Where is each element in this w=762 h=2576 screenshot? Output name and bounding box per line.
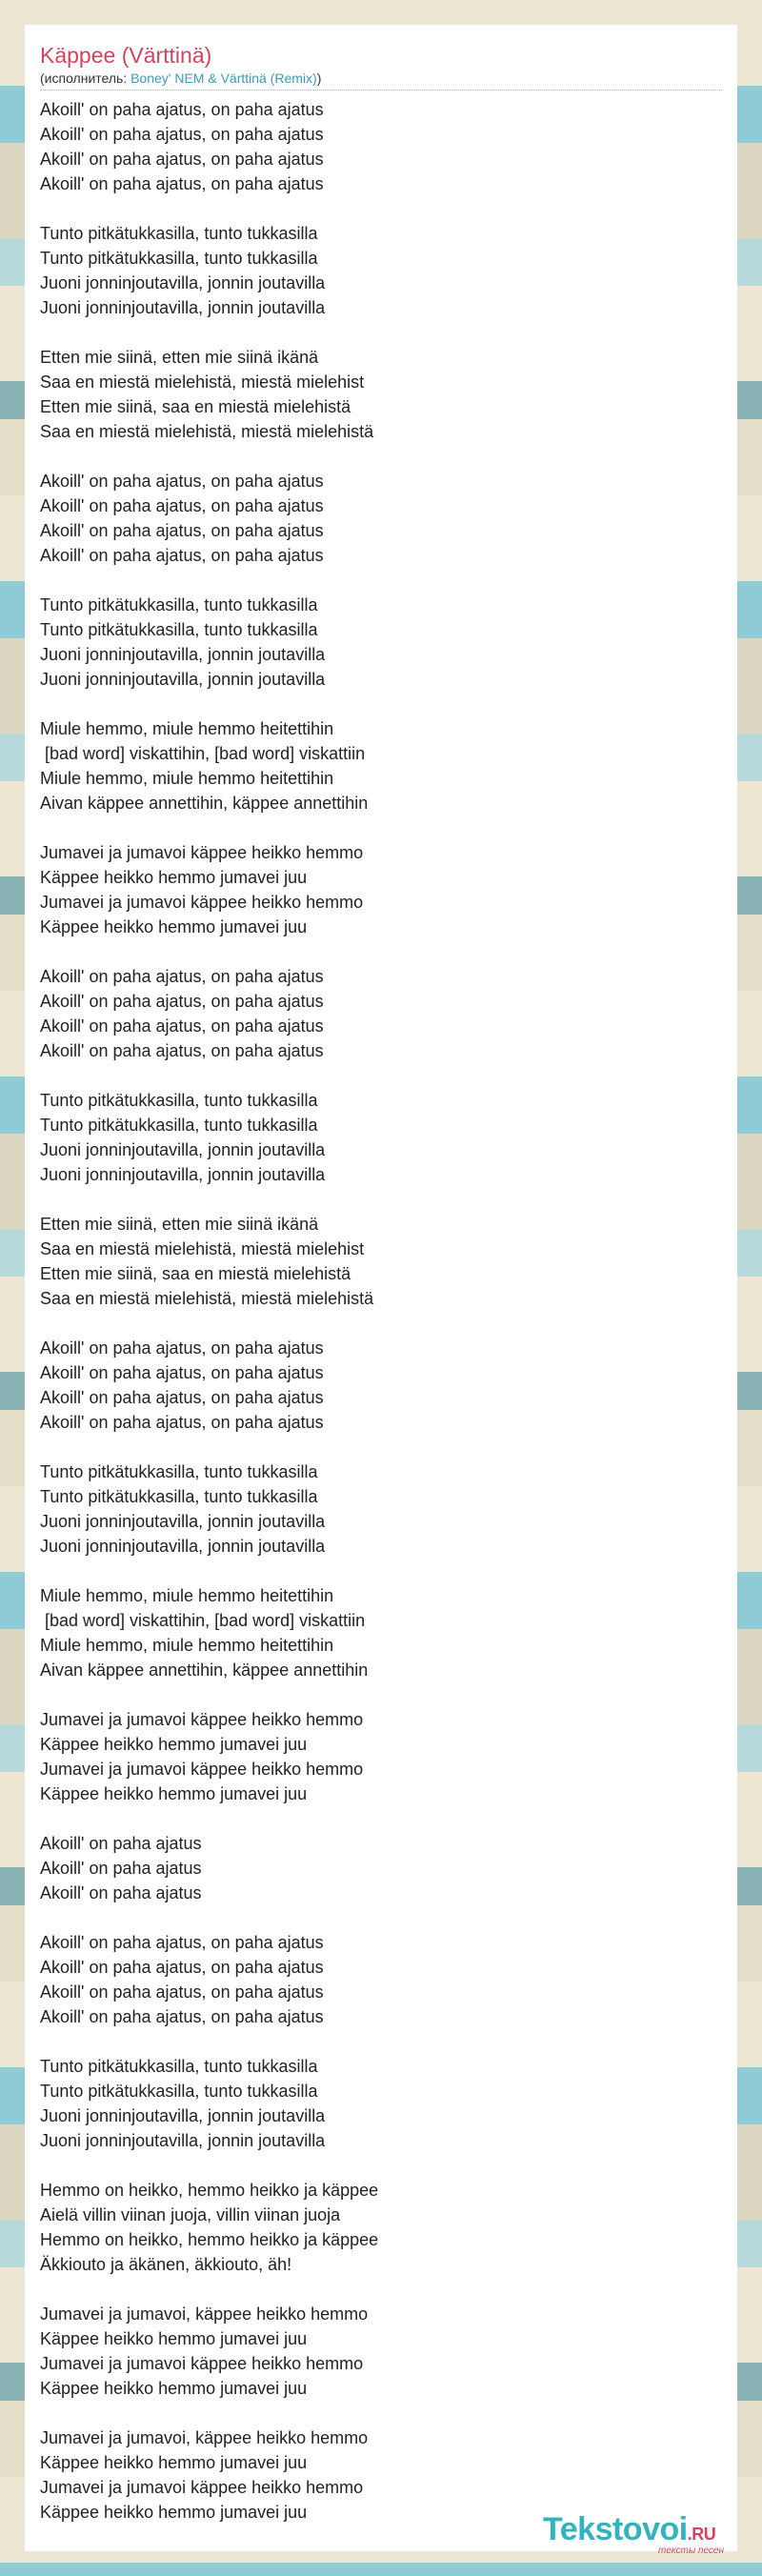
lyrics-line: Akoill' on paha ajatus bbox=[40, 1859, 202, 1878]
lyrics-line: Akoill' on paha ajatus, on paha ajatus bbox=[40, 496, 324, 515]
lyrics-line: Jumavei ja jumavoi käppee heikko hemmo bbox=[40, 843, 364, 862]
lyrics-line: Akoill' on paha ajatus, on paha ajatus bbox=[40, 546, 324, 565]
lyrics-line: Etten mie siinä, saa en miestä mielehistä bbox=[40, 397, 351, 416]
lyrics-line: Miule hemmo, miule hemmo heitettihin bbox=[40, 1636, 334, 1655]
lyrics-line: Akoill' on paha ajatus, on paha ajatus bbox=[40, 521, 324, 540]
lyrics-stanza bbox=[40, 1831, 722, 1905]
lyrics-line: Tunto pitkätukkasilla, tunto tukkasilla bbox=[40, 595, 318, 614]
lyrics-line: Etten mie siinä, etten mie siinä ikänä bbox=[40, 348, 319, 367]
lyrics-line: Käppee heikko hemmo jumavei juu bbox=[40, 1735, 308, 1754]
lyrics-line: Tunto pitkätukkasilla, tunto tukkasilla bbox=[40, 1091, 318, 1110]
lyrics-line: Miule hemmo, miule hemmo heitettihin bbox=[40, 719, 334, 738]
lyrics-line: Juoni jonninjoutavilla, jonnin joutavilla bbox=[40, 298, 326, 317]
lyrics-line: Tunto pitkätukkasilla, tunto tukkasilla bbox=[40, 620, 318, 639]
logo-name: Tekstovoi bbox=[543, 2511, 688, 2547]
lyrics-line: Akoill' on paha ajatus, on paha ajatus bbox=[40, 992, 324, 1011]
lyrics-line: Jumavei ja jumavoi käppee heikko hemmo bbox=[40, 2354, 364, 2373]
lyrics-line: Tunto pitkätukkasilla, tunto tukkasilla bbox=[40, 2082, 318, 2101]
lyrics-stanza bbox=[40, 716, 722, 815]
lyrics-line: Akoill' on paha ajatus, on paha ajatus bbox=[40, 174, 324, 193]
lyrics-line: Äkkiouto ja äkänen, äkkiouto, äh! bbox=[40, 2255, 292, 2274]
lyrics-line: Akoill' on paha ajatus, on paha ajatus bbox=[40, 100, 324, 119]
lyrics-line: Saa en miestä mielehistä, miestä mielehist bbox=[40, 372, 365, 392]
lyrics-line: Akoill' on paha ajatus, on paha ajatus bbox=[40, 1413, 324, 1432]
lyrics-line: Akoill' on paha ajatus, on paha ajatus bbox=[40, 1363, 324, 1382]
lyrics-line: Etten mie siinä, saa en miestä mielehistä bbox=[40, 1264, 351, 1283]
lyrics-line: Akoill' on paha ajatus, on paha ajatus bbox=[40, 2007, 324, 2026]
lyrics-line: Juoni jonninjoutavilla, jonnin joutavilla bbox=[40, 1537, 326, 1556]
lyrics-stanza bbox=[40, 593, 722, 692]
lyrics-stanza bbox=[40, 1088, 722, 1187]
lyrics-line: Akoill' on paha ajatus, on paha ajatus bbox=[40, 1958, 324, 1977]
lyrics-line: Akoill' on paha ajatus bbox=[40, 1834, 202, 1853]
lyrics-line: [bad word] viskattihin, [bad word] viskattiin bbox=[40, 744, 366, 763]
lyrics-line: Käppee heikko hemmo jumavei juu bbox=[40, 2329, 308, 2348]
lyrics-stanza bbox=[40, 1212, 722, 1311]
lyrics-line: Jumavei ja jumavoi käppee heikko hemmo bbox=[40, 893, 364, 912]
lyrics-stanza bbox=[40, 1336, 722, 1435]
lyrics-line: Juoni jonninjoutavilla, jonnin joutavilla bbox=[40, 645, 326, 664]
logo-suffix: .RU bbox=[687, 2525, 716, 2544]
lyrics-stanza bbox=[40, 469, 722, 568]
lyrics-line: Juoni jonninjoutavilla, jonnin joutavilla bbox=[40, 1165, 326, 1184]
lyrics-line: Jumavei ja jumavoi käppee heikko hemmo bbox=[40, 1760, 364, 1779]
lyrics-stanza bbox=[40, 221, 722, 320]
lyrics-line: Aielä villin viinan juoja, villin viinan juoja bbox=[40, 2205, 341, 2224]
lyrics-stanza bbox=[40, 2054, 722, 2153]
lyrics-line: Tunto pitkätukkasilla, tunto tukkasilla bbox=[40, 2057, 318, 2076]
lyrics-line: Tunto pitkätukkasilla, tunto tukkasilla bbox=[40, 249, 318, 268]
lyrics-line: Jumavei ja jumavoi, käppee heikko hemmo bbox=[40, 2428, 369, 2447]
lyrics-line: Jumavei ja jumavoi, käppee heikko hemmo bbox=[40, 2304, 369, 2324]
header-divider bbox=[40, 90, 722, 91]
lyrics-line: Käppee heikko hemmo jumavei juu bbox=[40, 868, 308, 887]
lyrics-line: Miule hemmo, miule hemmo heitettihin bbox=[40, 1586, 334, 1605]
lyrics-line: Akoill' on paha ajatus bbox=[40, 1883, 202, 1902]
lyrics-line: Saa en miestä mielehistä, miestä mielehistä bbox=[40, 1289, 374, 1308]
lyrics-line: Juoni jonninjoutavilla, jonnin joutavilla bbox=[40, 1140, 326, 1159]
lyrics-stanza bbox=[40, 1707, 722, 1806]
lyrics-stanza bbox=[40, 97, 722, 196]
lyrics-line: Käppee heikko hemmo jumavei juu bbox=[40, 1784, 308, 1803]
lyrics-line: Akoill' on paha ajatus, on paha ajatus bbox=[40, 1933, 324, 1952]
song-performer-line bbox=[40, 69, 722, 88]
lyrics-line: Aivan käppee annettihin, käppee annettihin bbox=[40, 794, 369, 813]
logo-tagline: тексты песен bbox=[658, 2546, 724, 2556]
lyrics-stanza bbox=[40, 2302, 722, 2401]
performer-suffix: ) bbox=[316, 70, 322, 86]
lyrics-stanza bbox=[40, 964, 722, 1063]
lyrics-line: Käppee heikko hemmo jumavei juu bbox=[40, 2379, 308, 2398]
lyrics-line: Akoill' on paha ajatus, on paha ajatus bbox=[40, 967, 324, 986]
lyrics-line: Tunto pitkätukkasilla, tunto tukkasilla bbox=[40, 1487, 318, 1506]
lyrics-line: Jumavei ja jumavoi käppee heikko hemmo bbox=[40, 2478, 364, 2497]
song-header bbox=[40, 42, 722, 91]
lyrics-line: Saa en miestä mielehistä, miestä mielehistä bbox=[40, 422, 374, 441]
lyrics-line: Akoill' on paha ajatus, on paha ajatus bbox=[40, 1016, 324, 1036]
lyrics-line: Tunto pitkätukkasilla, tunto tukkasilla bbox=[40, 1116, 318, 1135]
lyrics-line: Miule hemmo, miule hemmo heitettihin bbox=[40, 769, 334, 788]
lyrics-line: Juoni jonninjoutavilla, jonnin joutavilla bbox=[40, 2131, 326, 2150]
lyrics-stanza bbox=[40, 2178, 722, 2277]
lyrics-line: Juoni jonninjoutavilla, jonnin joutavilla bbox=[40, 670, 326, 689]
performer-link[interactable]: Boney' NEM & Värttinä (Remix) bbox=[130, 70, 317, 86]
lyrics-line: Saa en miestä mielehistä, miestä mielehist bbox=[40, 1239, 365, 1258]
lyrics-line: Akoill' on paha ajatus, on paha ajatus bbox=[40, 1041, 324, 1060]
lyrics-line: Käppee heikko hemmo jumavei juu bbox=[40, 2453, 308, 2472]
lyrics-line: Käppee heikko hemmo jumavei juu bbox=[40, 917, 308, 936]
lyrics-line: Hemmo on heikko, hemmo heikko ja käppee bbox=[40, 2230, 379, 2249]
lyrics-line: [bad word] viskattihin, [bad word] viskattiin bbox=[40, 1611, 366, 1630]
lyrics-line: Akoill' on paha ajatus, on paha ajatus bbox=[40, 125, 324, 144]
song-title: Käppee (Värttinä) bbox=[40, 43, 212, 68]
lyrics-stanza bbox=[40, 1930, 722, 2029]
lyrics-page bbox=[25, 25, 737, 2551]
lyrics-line: Akoill' on paha ajatus, on paha ajatus bbox=[40, 1338, 324, 1358]
lyrics-stanza bbox=[40, 1459, 722, 1559]
lyrics-line: Juoni jonninjoutavilla, jonnin joutavilla bbox=[40, 273, 326, 292]
lyrics-stanza bbox=[40, 1583, 722, 1682]
lyrics-stanza bbox=[40, 840, 722, 939]
site-logo[interactable] bbox=[543, 2511, 752, 2555]
lyrics-line: Jumavei ja jumavoi käppee heikko hemmo bbox=[40, 1710, 364, 1729]
lyrics-stanza bbox=[40, 345, 722, 444]
lyrics-line: Akoill' on paha ajatus, on paha ajatus bbox=[40, 472, 324, 491]
lyrics-line: Akoill' on paha ajatus, on paha ajatus bbox=[40, 1982, 324, 2002]
lyrics-line: Tunto pitkätukkasilla, tunto tukkasilla bbox=[40, 224, 318, 243]
lyrics-line: Akoill' on paha ajatus, on paha ajatus bbox=[40, 150, 324, 169]
lyrics-line: Juoni jonninjoutavilla, jonnin joutavilla bbox=[40, 2106, 326, 2125]
lyrics-line: Käppee heikko hemmo jumavei juu bbox=[40, 2503, 308, 2522]
lyrics-line: Akoill' on paha ajatus, on paha ajatus bbox=[40, 1388, 324, 1407]
lyrics-line: Etten mie siinä, etten mie siinä ikänä bbox=[40, 1215, 319, 1234]
lyrics-text bbox=[40, 97, 722, 2549]
lyrics-stanza bbox=[40, 2425, 722, 2525]
lyrics-line: Tunto pitkätukkasilla, tunto tukkasilla bbox=[40, 1462, 318, 1481]
lyrics-line: Juoni jonninjoutavilla, jonnin joutavilla bbox=[40, 1512, 326, 1531]
lyrics-line: Aivan käppee annettihin, käppee annettihin bbox=[40, 1660, 369, 1680]
lyrics-line: Hemmo on heikko, hemmo heikko ja käppee bbox=[40, 2181, 379, 2200]
performer-prefix: (исполнитель: bbox=[40, 70, 131, 86]
